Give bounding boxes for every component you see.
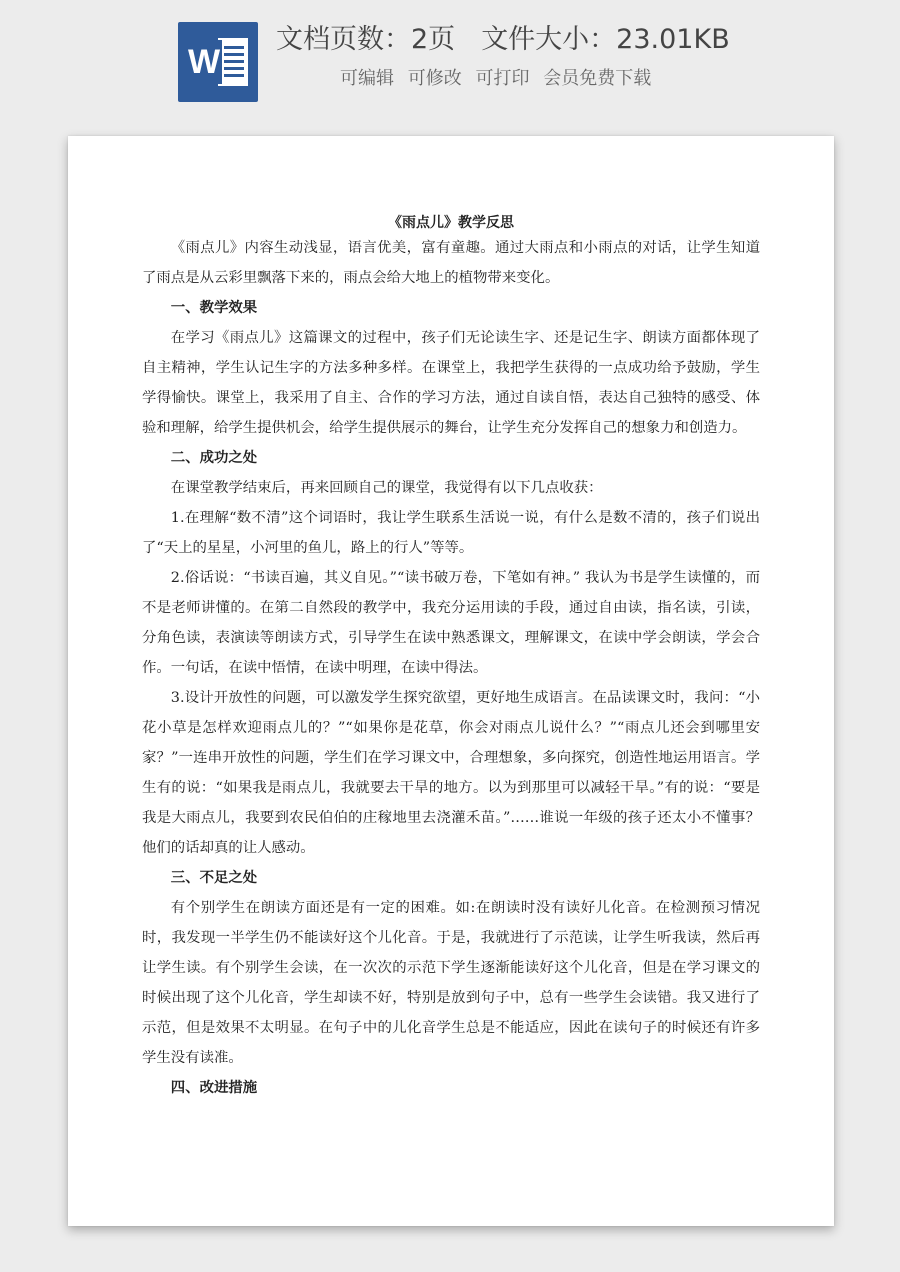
feature-printable: 可打印: [475, 68, 530, 89]
intro-paragraph: 《雨点儿》内容生动浅显，语言优美，富有童趣。通过大雨点和小雨点的对话，让学生知道了雨点是从云彩里飘落下来的，雨点会给大地上的植物带来变化。: [142, 240, 760, 286]
section3-paragraph: 有个别学生在朗读方面还是有一定的困难。如:在朗读时没有读好儿化音。在检测预习情况时，我发现一半学生仍不能读好这个儿化音。于是，我就进行了示范读，让学生听我读，然后再让学生读。有个别学生会读，在一次次的示范下学生逐渐能读好这个儿化音，但是在学习课文的时候出现了这个儿化音，学生却读不好，特别是放到句子中，总有一些学生会读错。我又进行了示范，但是效果不太明显。在句子中的儿化音学生总是不能适应，因此在读句子的时候还有许多学生没有读准。: [142, 900, 760, 1066]
word-letter-w: W: [186, 40, 222, 84]
section2-item-3: 3.设计开放性的问题，可以激发学生探究欲望，更好地生成语言。在品读课文时，我问：“小花小草是怎样欢迎雨点儿的？”“如果你是花草，你会对雨点儿说什么？”“雨点儿还会到哪里安家？”一连串开放性的问题，学生们在学习课文中，合理想象，多向探究，创造性地运用语言。学生有的说：“如果我是雨点儿，我就要去干旱的地方。以为到那里可以减轻干旱。”有的说：“要是我是大雨点儿，我要到农民伯伯的庄稼地里去浇灌禾苗。”……谁说一年级的孩子还太小不懂事？他们的话却真的让人感动。: [142, 690, 760, 856]
section2-item-1: 1.在理解“数不清”这个词语时，我让学生联系生活说一说，有什么是数不清的，孩子们说出了“天上的星星，小河里的鱼儿，路上的行人”等等。: [142, 510, 760, 556]
document-title: 《雨点儿》教学反思: [388, 215, 514, 231]
page-count-label: 文档页数：2页: [276, 24, 456, 55]
file-meta-line: [276, 22, 730, 58]
download-info-header: [0, 0, 900, 125]
document-page: [68, 136, 834, 1226]
section-heading-shortcomings: 三、不足之处: [170, 870, 258, 886]
word-doc-icon: [178, 22, 258, 102]
section1-paragraph: 在学习《雨点儿》这篇课文的过程中，孩子们无论读生字、还是记生字、朗读方面都体现了自主精神，学生认记生字的方法多种多样。在课堂上，我把学生获得的一点成功给予鼓励，学生学得愉快。课堂上，我采用了自主、合作的学习方法，通过自读自悟，表达自己独特的感受、体验和理解，给学生提供机会，给学生提供展示的舞台，让学生充分发挥自己的想象力和创造力。: [142, 330, 760, 436]
section2-intro-paragraph: 在课堂教学结束后，再来回顾自己的课堂，我觉得有以下几点收获：: [170, 480, 603, 496]
section-heading-improvements: 四、改进措施: [170, 1080, 258, 1096]
doc-lines-graphic: [218, 38, 248, 86]
feature-editable: 可编辑: [340, 68, 394, 89]
feature-list: [340, 66, 659, 92]
feature-member-free-download: 会员免费下载: [543, 68, 652, 89]
feature-modifiable: 可修改: [407, 68, 462, 89]
section-heading-teaching-effect: 一、教学效果: [170, 300, 258, 316]
section2-item-2: 2.俗话说：“书读百遍，其义自见。”“读书破万卷，下笔如有神。” 我认为书是学生读懂的，而不是老师讲懂的。在第二自然段的教学中，我充分运用读的手段，通过自由读，指名读，引读，分角色读，表演读等朗读方式，引导学生在读中熟悉课文，理解课文，在读中学会朗读，学会合作。一句话，在读中悟情，在读中明理，在读中得法。: [142, 570, 760, 676]
file-size-label: 文件大小：23.01KB: [481, 24, 730, 55]
document-body: [142, 213, 760, 1103]
section-heading-successes: 二、成功之处: [170, 450, 258, 466]
